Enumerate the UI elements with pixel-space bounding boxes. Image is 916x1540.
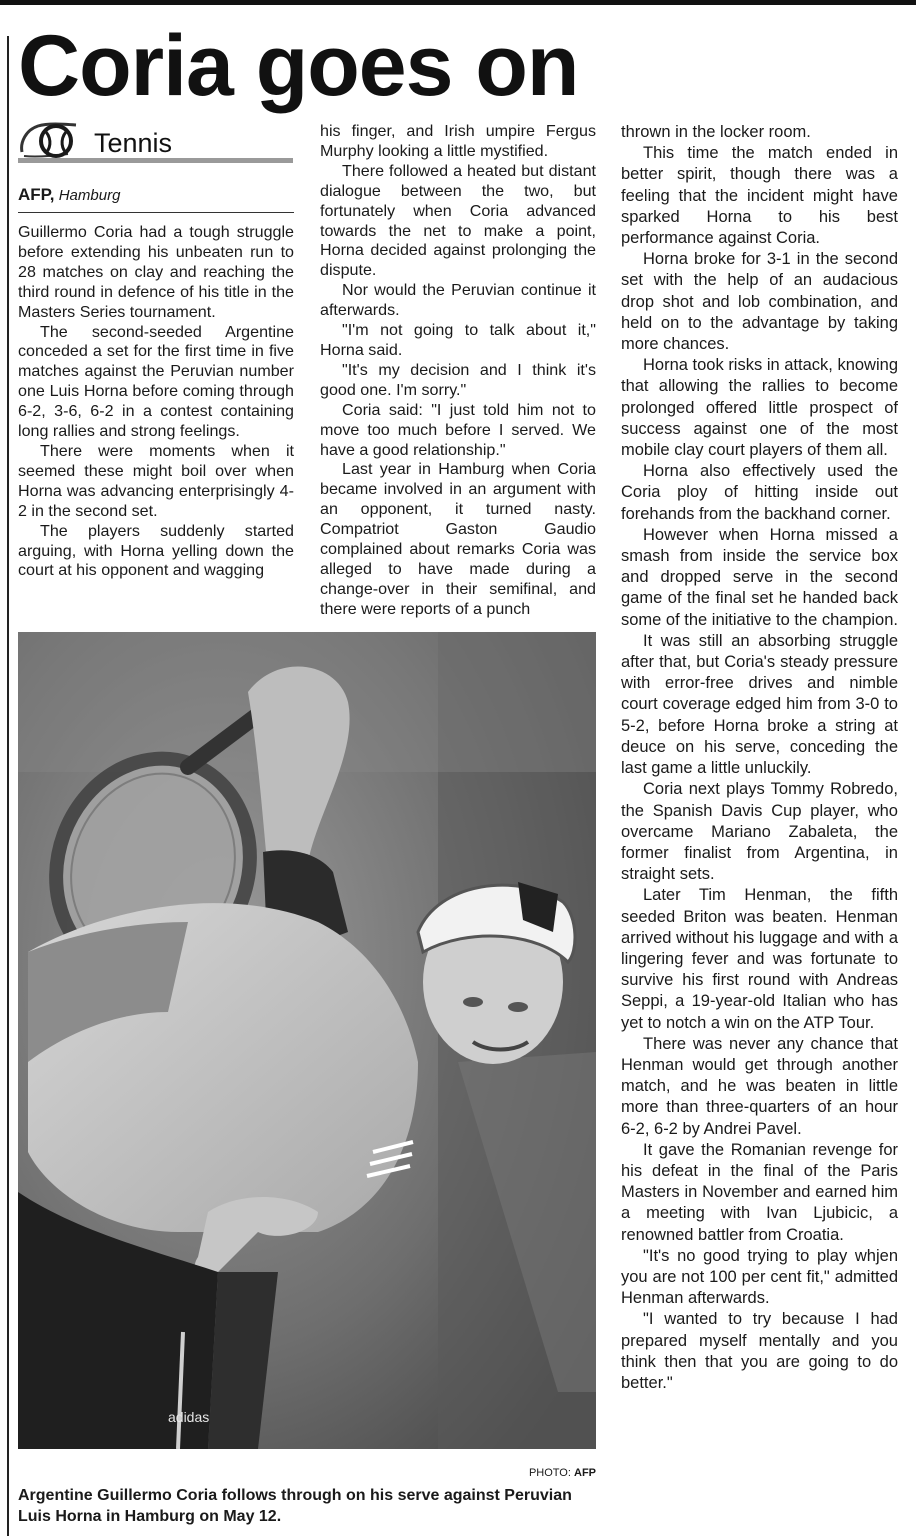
headline: Coria goes on — [18, 18, 579, 114]
article-paragraph: his finger, and Irish umpire Fergus Murphy looking a little mystified. — [320, 122, 596, 160]
article-paragraph: Horna broke for 3-1 in the second set with the help of an audacious drop shot and lob combination, and held on to the advantage by taking more chances. — [621, 250, 898, 354]
article-paragraph: The players suddenly started arguing, with Horna yelling down the court at his opponent and wagging — [18, 521, 294, 580]
article-paragraph: The second-seeded Argentine conceded a set for the first time in five matches against the Peruvian number one Luis Horna before coming through 6-2, 3-6, 6-2 in a contest containing long rallies and strong feelings. — [18, 322, 294, 441]
photo-credit-source: AFP — [574, 1467, 596, 1479]
section-label: Tennis — [94, 128, 173, 158]
article-column-2 — [320, 122, 596, 620]
article-paragraph: It was still an absorbing struggle after that, but Coria's steady pressure with error-free drives and nimble court coverage edged him from 3-0 to 5-2, before Horna broke a string at deuce on his serve, conceding the last game a little unluckily. — [621, 631, 898, 778]
byline-city: Hamburg — [58, 187, 121, 204]
article-paragraph: Horna also effectively used the Coria ploy of hitting inside out forehands from the backhand corner. — [621, 462, 898, 523]
article-paragraph: There were moments when it seemed these might boil over when Horna was advancing enterprisingly 4-2 in the second set. — [18, 441, 294, 520]
photo-caption: Argentine Guillermo Coria follows through on his serve against Peruvian Luis Horna in Hamburg on May 12. — [18, 1487, 572, 1525]
shirt-brand-text: adidas — [168, 1409, 210, 1425]
article-paragraph: "I'm not going to talk about it," Horna said. — [320, 321, 596, 359]
article-paragraph: "I wanted to try because I had prepared myself mentally and you think then that you are going to do better." — [621, 1310, 898, 1392]
article-paragraph: There followed a heated but distant dialogue between the two, but fortunately when Coria advanced towards the net to make a point, Horna decided against prolonging the dispute. — [320, 161, 596, 280]
article-paragraph: Nor would the Peruvian continue it afterwards. — [320, 281, 596, 320]
article-paragraph: "It's no good trying to play whjen you are not 100 per cent fit," admitted Henman afterwards. — [621, 1246, 898, 1308]
article-paragraph: Horna took risks in attack, knowing that allowing the rallies to become prolonged offered little prospect of success against one of the most mobile clay court players of them all. — [621, 356, 898, 460]
article-paragraph: However when Horna missed a smash from inside the service box and dropped serve in the second game of the final set he handed back some of the initiative to the champion. — [621, 525, 898, 629]
photo-credit — [420, 1466, 596, 1480]
byline — [18, 184, 294, 207]
article-paragraph: Coria next plays Tommy Robredo, the Spanish Davis Cup player, who overcame Mariano Zabaleta, the former finalist from Argentina, in straight sets. — [621, 780, 898, 884]
article-paragraph: Guillermo Coria had a tough struggle before extending his unbeaten run to 28 matches on clay and reaching the third round in defence of his title in the Masters Series tournament. — [18, 223, 294, 321]
article-paragraph: thrown in the locker room. — [621, 123, 811, 141]
section-header — [18, 120, 293, 164]
byline-rule — [18, 212, 294, 213]
article-paragraph: Coria said: "I just told him not to move too much before I served. We have a good relationship." — [320, 400, 596, 459]
article-column-3 — [621, 122, 898, 1394]
article-paragraph: This time the match ended in better spirit, though there was a feeling that the incident might have sparked Horna to his best performance against Coria. — [621, 144, 898, 248]
article-paragraph: "It's my decision and I think it's good one. I'm sorry." — [320, 360, 596, 399]
tennis-ball-icon — [18, 120, 90, 160]
section-underline — [18, 158, 293, 163]
left-column-rule — [7, 36, 9, 1536]
article-paragraph: Last year in Hamburg when Coria became involved in an argument with an opponent, it turned nasty. Compatriot Gaston Gaudio complained about remarks Coria was alleged to have made during a change-over in their semifinal, and there were reports of a punch — [320, 460, 596, 618]
tennis-player-photo — [18, 632, 596, 1449]
article-paragraph: It gave the Romanian revenge for his defeat in the final of the Paris Masters in November and earned him a meeting with Ivan Ljubicic, a renowned battler from Croatia. — [621, 1140, 898, 1244]
article-column-1 — [18, 223, 294, 581]
article-paragraph: There was never any chance that Henman would get through another match, and he was beaten in little more than three-quarters of an hour 6-2, 6-2 by Andrei Pavel. — [621, 1034, 898, 1138]
article-paragraph: Later Tim Henman, the fifth seeded Briton was beaten. Henman arrived without his luggage and with a lingering fever and was fortunate to survive his first round with Andreas Seppi, a 19-year-old Italian who has yet to notch a win on the ATP Tour. — [621, 886, 898, 1032]
byline-agency: AFP, — [18, 185, 55, 204]
top-rule — [0, 0, 916, 5]
photo-credit-prefix: PHOTO: — [528, 1467, 571, 1479]
